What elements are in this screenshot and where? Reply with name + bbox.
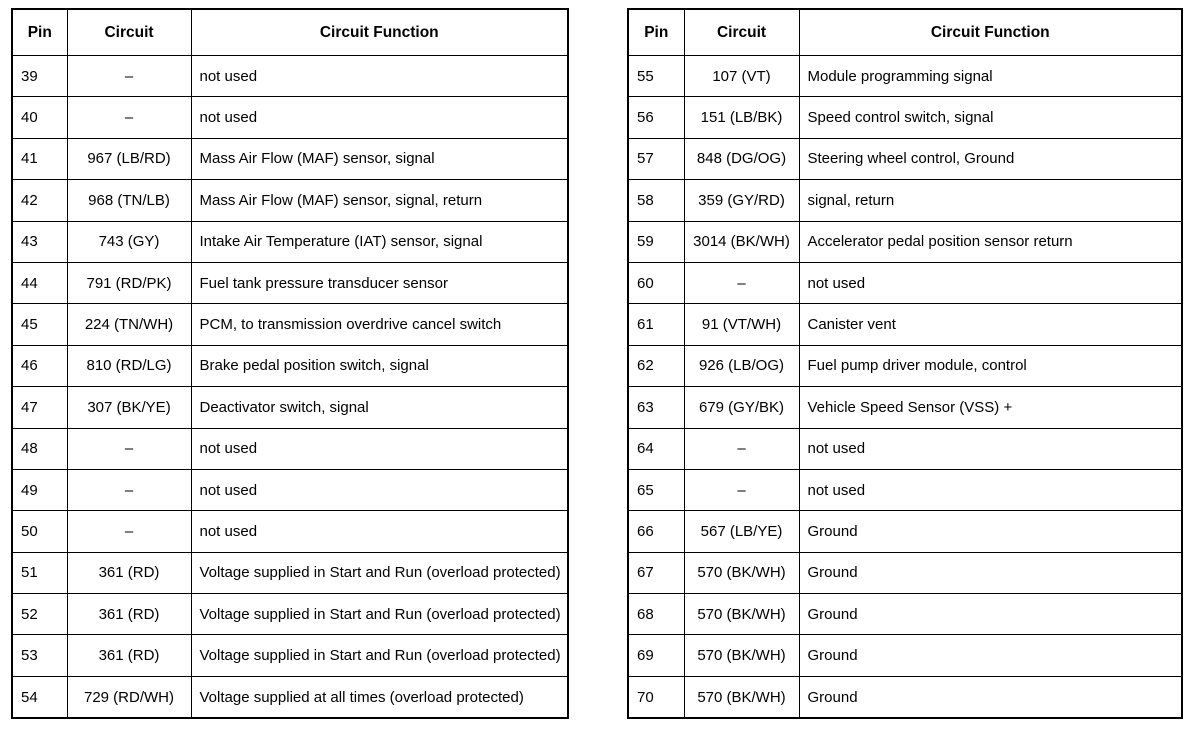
pin-cell: 63 [628, 387, 684, 428]
function-cell: Ground [799, 511, 1182, 552]
table-row [12, 221, 568, 262]
function-cell: Brake pedal position switch, signal [191, 345, 568, 386]
circuit-cell: 361 (RD) [67, 552, 191, 593]
circuit-cell: 926 (LB/OG) [684, 345, 799, 386]
circuit-cell: 567 (LB/YE) [684, 511, 799, 552]
function-cell: not used [191, 428, 568, 469]
table-row [628, 138, 1182, 179]
function-cell: Ground [799, 552, 1182, 593]
table-row [12, 676, 568, 718]
table-row [628, 469, 1182, 510]
circuit-cell: – [67, 511, 191, 552]
function-cell: Fuel tank pressure transducer sensor [191, 262, 568, 303]
circuit-cell: 224 (TN/WH) [67, 304, 191, 345]
function-cell: Fuel pump driver module, control [799, 345, 1182, 386]
table-row [12, 56, 568, 97]
function-cell: not used [191, 469, 568, 510]
table-row [628, 594, 1182, 635]
function-cell: Voltage supplied in Start and Run (overload protected) [191, 594, 568, 635]
circuit-cell: 151 (LB/BK) [684, 97, 799, 138]
circuit-header: Circuit [67, 9, 191, 56]
function-cell: Ground [799, 635, 1182, 676]
circuit-cell: 3014 (BK/WH) [684, 221, 799, 262]
pin-cell: 54 [12, 676, 67, 718]
pin-cell: 39 [12, 56, 67, 97]
table-row [12, 97, 568, 138]
table-row [628, 262, 1182, 303]
function-cell: Voltage supplied in Start and Run (overload protected) [191, 635, 568, 676]
pin-cell: 67 [628, 552, 684, 593]
pin-cell: 45 [12, 304, 67, 345]
circuit-cell: 91 (VT/WH) [684, 304, 799, 345]
table-row [12, 180, 568, 221]
pin-cell: 65 [628, 469, 684, 510]
function-cell: Ground [799, 594, 1182, 635]
table-row [12, 304, 568, 345]
table-row [628, 552, 1182, 593]
pin-cell: 40 [12, 97, 67, 138]
table-row [12, 469, 568, 510]
table-row [628, 304, 1182, 345]
circuit-cell: – [684, 262, 799, 303]
pin-cell: 57 [628, 138, 684, 179]
circuit-cell: 729 (RD/WH) [67, 676, 191, 718]
function-cell: not used [191, 97, 568, 138]
table-row [12, 594, 568, 635]
pin-table-right [627, 8, 1183, 719]
function-cell: Steering wheel control, Ground [799, 138, 1182, 179]
pin-cell: 58 [628, 180, 684, 221]
circuit-function-header: Circuit Function [191, 9, 568, 56]
table-row [12, 262, 568, 303]
function-cell: PCM, to transmission overdrive cancel switch [191, 304, 568, 345]
circuit-cell: – [67, 469, 191, 510]
table-row [628, 221, 1182, 262]
pin-cell: 48 [12, 428, 67, 469]
circuit-header: Circuit [684, 9, 799, 56]
function-cell: Voltage supplied in Start and Run (overload protected) [191, 552, 568, 593]
table-row [628, 511, 1182, 552]
function-cell: Voltage supplied at all times (overload protected) [191, 676, 568, 718]
function-cell: not used [799, 262, 1182, 303]
circuit-cell: 361 (RD) [67, 594, 191, 635]
table-row [12, 345, 568, 386]
pin-cell: 60 [628, 262, 684, 303]
circuit-cell: 791 (RD/PK) [67, 262, 191, 303]
circuit-cell: 570 (BK/WH) [684, 552, 799, 593]
table-row [628, 676, 1182, 718]
table-row [628, 635, 1182, 676]
function-cell: Module programming signal [799, 56, 1182, 97]
circuit-cell: – [67, 97, 191, 138]
circuit-cell: – [684, 428, 799, 469]
pin-cell: 62 [628, 345, 684, 386]
circuit-cell: 307 (BK/YE) [67, 387, 191, 428]
function-cell: Intake Air Temperature (IAT) sensor, signal [191, 221, 568, 262]
pin-cell: 43 [12, 221, 67, 262]
table-row [628, 97, 1182, 138]
pin-cell: 53 [12, 635, 67, 676]
pin-cell: 51 [12, 552, 67, 593]
circuit-cell: 679 (GY/BK) [684, 387, 799, 428]
circuit-cell: – [67, 428, 191, 469]
function-cell: Mass Air Flow (MAF) sensor, signal, return [191, 180, 568, 221]
function-cell: Vehicle Speed Sensor (VSS) + [799, 387, 1182, 428]
circuit-cell: – [684, 469, 799, 510]
circuit-cell: 570 (BK/WH) [684, 635, 799, 676]
function-cell: Ground [799, 676, 1182, 718]
pin-header: Pin [12, 9, 67, 56]
table-row [628, 56, 1182, 97]
pin-cell: 68 [628, 594, 684, 635]
table-header-row [12, 9, 568, 56]
function-cell: Speed control switch, signal [799, 97, 1182, 138]
table-row [12, 552, 568, 593]
table-row [12, 138, 568, 179]
pin-cell: 59 [628, 221, 684, 262]
pin-cell: 42 [12, 180, 67, 221]
pin-cell: 50 [12, 511, 67, 552]
pin-cell: 49 [12, 469, 67, 510]
table-row [628, 345, 1182, 386]
circuit-cell: 810 (RD/LG) [67, 345, 191, 386]
function-cell: Accelerator pedal position sensor return [799, 221, 1182, 262]
function-cell: not used [799, 469, 1182, 510]
function-cell: signal, return [799, 180, 1182, 221]
circuit-function-header: Circuit Function [799, 9, 1182, 56]
pin-cell: 52 [12, 594, 67, 635]
table-row [12, 511, 568, 552]
circuit-cell: 107 (VT) [684, 56, 799, 97]
pin-table-left [11, 8, 569, 719]
circuit-cell: 570 (BK/WH) [684, 676, 799, 718]
pin-cell: 44 [12, 262, 67, 303]
circuit-cell: 361 (RD) [67, 635, 191, 676]
table-row [628, 428, 1182, 469]
circuit-cell: – [67, 56, 191, 97]
function-cell: Deactivator switch, signal [191, 387, 568, 428]
pin-cell: 69 [628, 635, 684, 676]
pin-cell: 47 [12, 387, 67, 428]
pin-cell: 64 [628, 428, 684, 469]
function-cell: Canister vent [799, 304, 1182, 345]
table-row [628, 180, 1182, 221]
table-row [12, 387, 568, 428]
table-header-row [628, 9, 1182, 56]
pin-cell: 61 [628, 304, 684, 345]
circuit-cell: 359 (GY/RD) [684, 180, 799, 221]
table-row [12, 635, 568, 676]
circuit-cell: 967 (LB/RD) [67, 138, 191, 179]
pin-cell: 55 [628, 56, 684, 97]
table-row [628, 387, 1182, 428]
pin-header: Pin [628, 9, 684, 56]
table-row [12, 428, 568, 469]
circuit-cell: 570 (BK/WH) [684, 594, 799, 635]
pin-cell: 56 [628, 97, 684, 138]
function-cell: Mass Air Flow (MAF) sensor, signal [191, 138, 568, 179]
circuit-cell: 848 (DG/OG) [684, 138, 799, 179]
pin-cell: 70 [628, 676, 684, 718]
function-cell: not used [799, 428, 1182, 469]
pin-cell: 66 [628, 511, 684, 552]
pin-cell: 46 [12, 345, 67, 386]
function-cell: not used [191, 511, 568, 552]
pin-cell: 41 [12, 138, 67, 179]
function-cell: not used [191, 56, 568, 97]
circuit-cell: 743 (GY) [67, 221, 191, 262]
circuit-cell: 968 (TN/LB) [67, 180, 191, 221]
